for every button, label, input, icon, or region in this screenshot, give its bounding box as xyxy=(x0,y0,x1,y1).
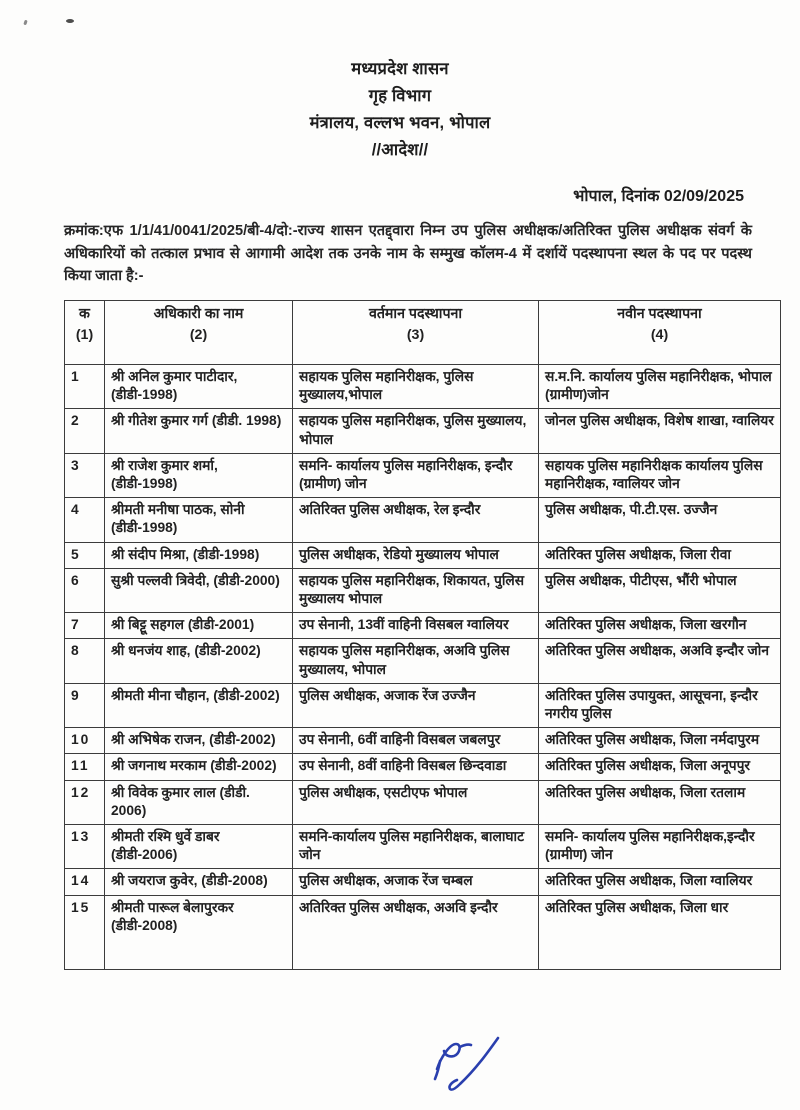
table-row xyxy=(65,728,781,754)
table-row xyxy=(65,869,781,895)
header-row xyxy=(65,301,781,365)
new-posting-cell: जोनल पुलिस अधीक्षक, विशेष शाखा, ग्वालियर xyxy=(539,409,781,453)
officer-name-cell: श्री राजेश कुमार शर्मा, (डीडी-1998) xyxy=(105,453,293,497)
serial-number-cell: 11 xyxy=(65,754,105,780)
column-header-label: अधिकारी का नाम xyxy=(153,306,244,322)
serial-number-cell: 5 xyxy=(65,542,105,568)
current-posting-cell: सहायक पुलिस महानिरीक्षक, शिकायत, पुलिस मुख्यालय भोपाल xyxy=(293,568,539,612)
officer-name-cell: श्रीमती मनीषा पाठक, सोनी (डीडी-1998) xyxy=(105,498,293,542)
scan-speck xyxy=(23,20,27,26)
current-posting-cell: उप सेनानी, 13वीं वाहिनी विसबल ग्वालियर xyxy=(293,613,539,639)
current-posting-cell: अतिरिक्त पुलिस अधीक्षक, रेल इन्दौर xyxy=(293,498,539,542)
new-posting-cell: अतिरिक्त पुलिस अधीक्षक, जिला रीवा xyxy=(539,542,781,568)
officer-name-cell: सुश्री पल्लवी त्रिवेदी, (डीडी-2000) xyxy=(105,568,293,612)
transfer-table-body xyxy=(65,365,781,970)
order-title: //आदेश// xyxy=(371,141,429,159)
transfer-table xyxy=(64,300,781,970)
new-posting-cell: अतिरिक्त पुलिस अधीक्षक, जिला खरगौन xyxy=(539,613,781,639)
serial-number-cell: 1 xyxy=(65,365,105,409)
current-posting-cell: पुलिस अधीक्षक, अजाक रेंज चम्बल xyxy=(293,869,539,895)
officer-name-cell: श्री जगनाथ मरकाम (डीडी-2002) xyxy=(105,754,293,780)
serial-number-cell: 6 xyxy=(65,568,105,612)
current-posting-cell: उप सेनानी, 6वीं वाहिनी विसबल जबलपुर xyxy=(293,728,539,754)
table-row xyxy=(65,754,781,780)
officer-name-cell: श्रीमती पारूल बेलापुरकर (डीडी-2008) xyxy=(105,895,293,969)
new-posting-cell: अतिरिक्त पुलिस उपायुक्त, आसूचना, इन्दौर नगरीय पुलिस xyxy=(539,683,781,727)
current-posting-cell: उप सेनानी, 8वीं वाहिनी विसबल छिन्दवाडा xyxy=(293,754,539,780)
serial-number-cell: 4 xyxy=(65,498,105,542)
current-posting-cell: पुलिस अधीक्षक, एसटीएफ भोपाल xyxy=(293,780,539,824)
place-and-date: भोपाल, दिनांक 02/09/2025 xyxy=(573,188,744,205)
serial-number-cell: 10 xyxy=(65,728,105,754)
column-header-number: (3) xyxy=(406,326,425,343)
new-posting-cell: स.म.नि. कार्यालय पुलिस महानिरीक्षक, भोपाल (ग्रामीण)जोन xyxy=(539,365,781,409)
order-intro-paragraph: क्रमांक:एफ 1/1/41/0041/2025/बी-4/दो:-राज्य शासन एतद्द्वारा निम्न उप पुलिस अधीक्षक/अतिरिक्त पुलिस अधीक्षक संवर्ग के अधिकारियों को तत्काल प्रभाव से आगामी आदेश तक उनके नाम के सम्मुख कॉलम-4 में दर्शायें पदस्थापना स्थल के पद पर पदस्थ किया जाता है:- xyxy=(64,223,752,285)
column-header xyxy=(105,301,293,365)
column-header xyxy=(293,301,539,365)
column-header-label: वर्तमान पदस्थापना xyxy=(368,306,463,322)
officer-name-cell: श्रीमती रश्मि धुर्वे डाबर (डीडी-2006) xyxy=(105,825,293,869)
column-header-number: (4) xyxy=(650,326,669,343)
new-posting-cell: पुलिस अधीक्षक, पीटीएस, भौंरी भोपाल xyxy=(539,568,781,612)
officer-name-cell: श्री बिट्टू सहगल (डीडी-2001) xyxy=(105,613,293,639)
table-row xyxy=(65,498,781,542)
new-posting-cell: अतिरिक्त पुलिस अधीक्षक, जिला नर्मदापुरम xyxy=(539,728,781,754)
officer-name-cell: श्री धनजंय शाह, (डीडी-2002) xyxy=(105,639,293,683)
current-posting-cell: सहायक पुलिस महानिरीक्षक, पुलिस मुख्यालय,भोपाल xyxy=(293,365,539,409)
table-row xyxy=(65,639,781,683)
table-row xyxy=(65,780,781,824)
new-posting-cell: समनि- कार्यालय पुलिस महानिरीक्षक,इन्दौर (ग्रामीण) जोन xyxy=(539,825,781,869)
column-header-label: नवीन पदस्थापना xyxy=(617,306,702,322)
table-row xyxy=(65,365,781,409)
column-header-label: क xyxy=(79,306,90,322)
current-posting-cell: समनि- कार्यालय पुलिस महानिरीक्षक, इन्दौर (ग्रामीण) जोन xyxy=(293,453,539,497)
new-posting-cell: पुलिस अधीक्षक, पी.टी.एस. उज्जैन xyxy=(539,498,781,542)
serial-number-cell: 14 xyxy=(65,869,105,895)
current-posting-cell: पुलिस अधीक्षक, अजाक रेंज उज्जैन xyxy=(293,683,539,727)
serial-number-cell: 9 xyxy=(65,683,105,727)
table-row xyxy=(65,895,781,969)
column-header xyxy=(539,301,781,365)
table-row xyxy=(65,683,781,727)
current-posting-cell: पुलिस अधीक्षक, रेडियो मुख्यालय भोपाल xyxy=(293,542,539,568)
serial-number-cell: 3 xyxy=(65,453,105,497)
officer-name-cell: श्री संदीप मिश्रा, (डीडी-1998) xyxy=(105,542,293,568)
serial-number-cell: 13 xyxy=(65,825,105,869)
table-row xyxy=(65,542,781,568)
new-posting-cell: सहायक पुलिस महानिरीक्षक कार्यालय पुलिस महानिरीक्षक, ग्वालियर जोन xyxy=(539,453,781,497)
current-posting-cell: समनि-कार्यालय पुलिस महानिरीक्षक, बालाघाट जोन xyxy=(293,825,539,869)
officer-name-cell: श्रीमती मीना चौहान, (डीडी-2002) xyxy=(105,683,293,727)
current-posting-cell: सहायक पुलिस महानिरीक्षक, पुलिस मुख्यालय, भोपाल xyxy=(293,409,539,453)
new-posting-cell: अतिरिक्त पुलिस अधीक्षक, जिला ग्वालियर xyxy=(539,869,781,895)
officer-name-cell: श्री विवेक कुमार लाल (डीडी. 2006) xyxy=(105,780,293,824)
new-posting-cell: अतिरिक्त पुलिस अधीक्षक, जिला अनूपपुर xyxy=(539,754,781,780)
office-address: मंत्रालय, वल्लभ भवन, भोपाल xyxy=(309,114,491,132)
table-row xyxy=(65,613,781,639)
officer-name-cell: श्री गीतेश कुमार गर्ग (डीडी. 1998) xyxy=(105,409,293,453)
table-row xyxy=(65,568,781,612)
officer-name-cell: श्री अभिषेक राजन, (डीडी-2002) xyxy=(105,728,293,754)
transfer-table-head xyxy=(65,301,781,365)
officer-name-cell: श्री जयराज कुवेर, (डीडी-2008) xyxy=(105,869,293,895)
officer-name-cell: श्री अनिल कुमार पाटीदार, (डीडी-1998) xyxy=(105,365,293,409)
serial-number-cell: 7 xyxy=(65,613,105,639)
serial-number-cell: 8 xyxy=(65,639,105,683)
table-row xyxy=(65,409,781,453)
serial-number-cell: 15 xyxy=(65,895,105,969)
new-posting-cell: अतिरिक्त पुलिस अधीक्षक, अअवि इन्दौर जोन xyxy=(539,639,781,683)
new-posting-cell: अतिरिक्त पुलिस अधीक्षक, जिला रतलाम xyxy=(539,780,781,824)
handwritten-signature-icon xyxy=(424,1033,516,1099)
current-posting-cell: सहायक पुलिस महानिरीक्षक, अअवि पुलिस मुख्यालय, भोपाल xyxy=(293,639,539,683)
table-row xyxy=(65,825,781,869)
current-posting-cell: अतिरिक्त पुलिस अधीक्षक, अअवि इन्दौर xyxy=(293,895,539,969)
department-name: गृह विभाग xyxy=(368,87,432,105)
government-name: मध्यप्रदेश शासन xyxy=(351,60,449,78)
scan-speck xyxy=(66,19,74,23)
serial-number-cell: 12 xyxy=(65,780,105,824)
table-row xyxy=(65,453,781,497)
new-posting-cell: अतिरिक्त पुलिस अधीक्षक, जिला धार xyxy=(539,895,781,969)
column-header-number: (2) xyxy=(189,326,208,343)
column-header-number: (1) xyxy=(75,326,94,343)
signature-area xyxy=(424,1033,516,1099)
document-header xyxy=(0,56,800,164)
column-header xyxy=(65,301,105,365)
serial-number-cell: 2 xyxy=(65,409,105,453)
